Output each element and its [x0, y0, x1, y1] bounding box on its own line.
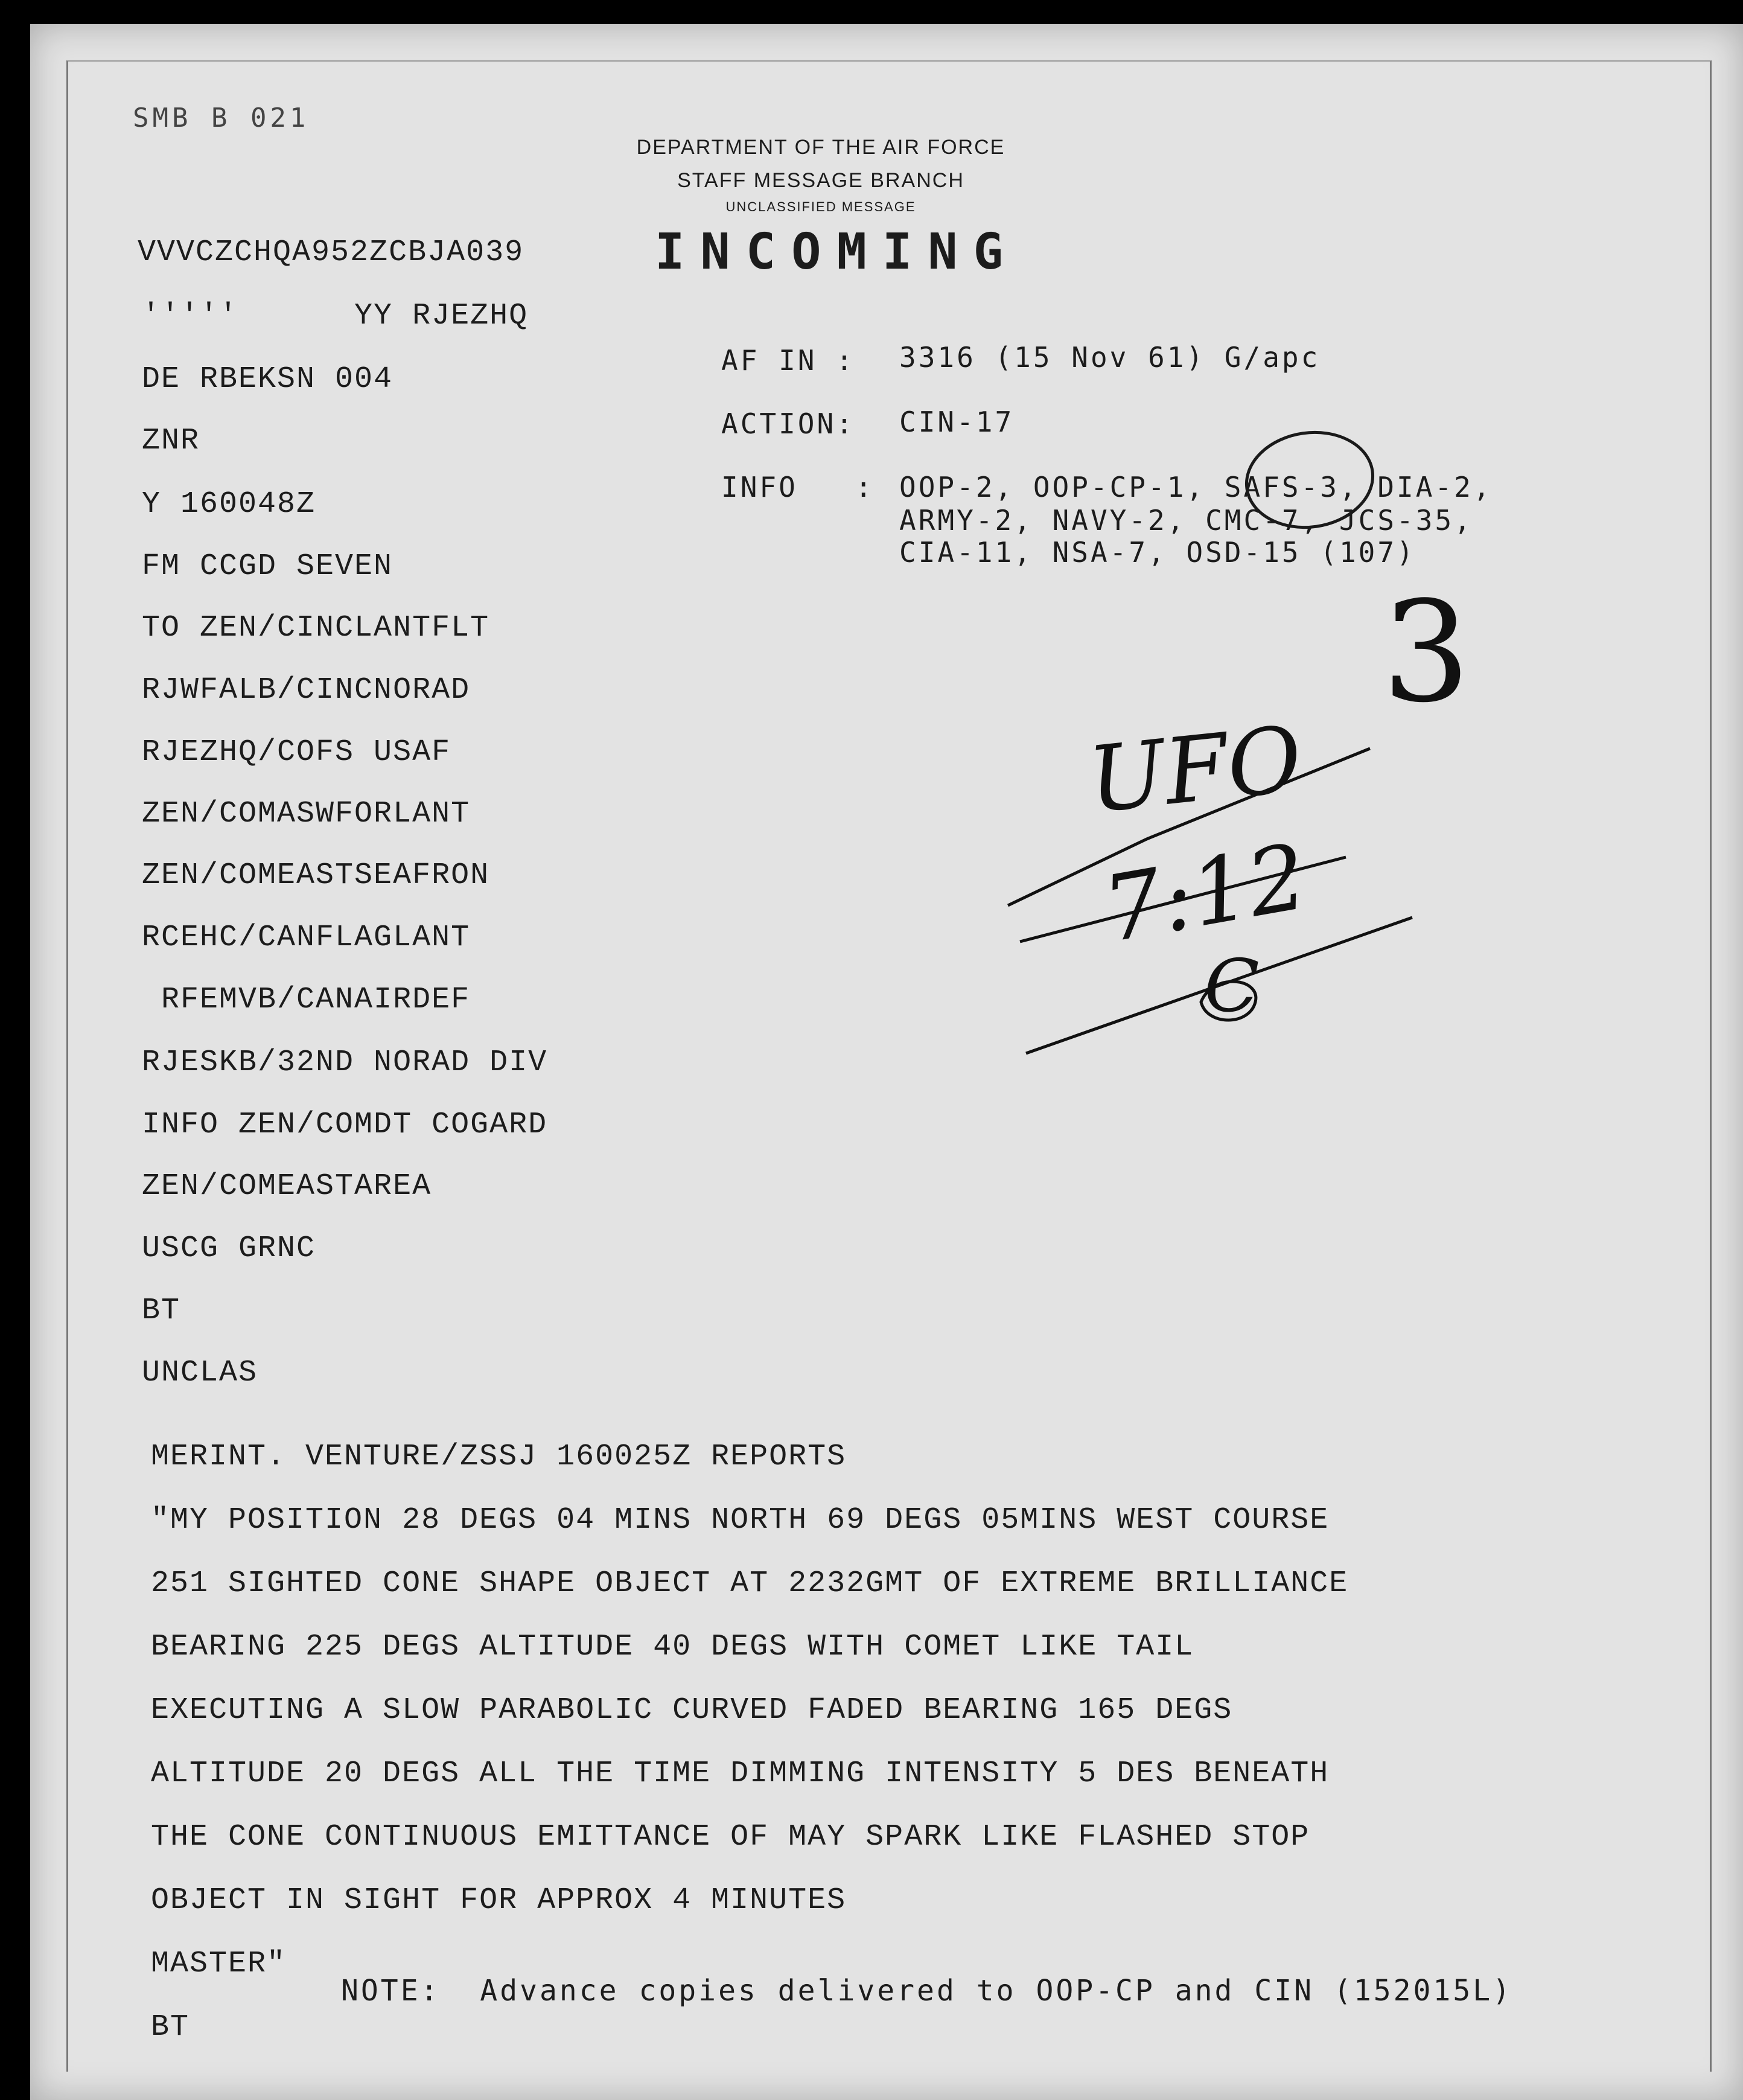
- routing-line: TO ZEN/CINCLANTFLT: [142, 611, 490, 645]
- message-line: OBJECT IN SIGHT FOR APPROX 4 MINUTES: [151, 1883, 847, 1918]
- routing-line: FM CCGD SEVEN: [142, 549, 394, 584]
- message-line: EXECUTING A SLOW PARABOLIC CURVED FADED BEARING 165 DEGS: [151, 1693, 1233, 1728]
- routing-line: RJWFALB/CINCNORAD: [142, 673, 471, 707]
- routing-line: ZEN/COMEASTSEAFRON: [142, 858, 490, 893]
- routing-line: ZNR: [142, 424, 200, 458]
- routing-line: USCG GRNC: [142, 1231, 316, 1266]
- message-line: MASTER": [151, 1947, 287, 1981]
- info-line: ARMY-2, NAVY-2, CMC-7, JCS-35,: [899, 504, 1473, 537]
- handwritten-initial: C: [1204, 945, 1260, 1029]
- routing-line: RCEHC/CANFLAGLANT: [142, 921, 471, 955]
- handwritten-ufo: UFO: [1083, 706, 1307, 834]
- routing-line: ''''' YY RJEZHQ: [142, 299, 529, 333]
- message-line: ALTITUDE 20 DEGS ALL THE TIME DIMMING INTENSITY 5 DES BENEATH: [151, 1757, 1330, 1791]
- message-line: THE CONE CONTINUOUS EMITTANCE OF MAY SPARK LIKE FLASHED STOP: [151, 1820, 1310, 1854]
- message-line: "MY POSITION 28 DEGS 04 MINS NORTH 69 DEGS 05MINS WEST COURSE: [151, 1503, 1330, 1537]
- info-line: CIA-11, NSA-7, OSD-15 (107): [899, 536, 1416, 569]
- af-in-label: AF IN :: [721, 344, 855, 377]
- handwritten-number: 3: [1382, 572, 1471, 733]
- routing-line: RJESKB/32ND NORAD DIV: [142, 1045, 548, 1080]
- message-line: BEARING 225 DEGS ALTITUDE 40 DEGS WITH COMET LIKE TAIL: [151, 1630, 1194, 1664]
- action-label: ACTION:: [721, 407, 855, 440]
- note-line: NOTE: Advance copies delivered to OOP-CP and CIN (152015L): [341, 1974, 1513, 2008]
- action-value: CIN-17: [899, 406, 1015, 438]
- af-in-value: 3316 (15 Nov 61) G/apc: [899, 341, 1321, 374]
- message-line: BT: [151, 2010, 190, 2044]
- top-mark: SMB B 021: [133, 103, 310, 133]
- routing-line: Y 160048Z: [142, 487, 316, 522]
- routing-line: DE RBEKSN 004: [142, 362, 394, 397]
- message-line: 251 SIGHTED CONE SHAPE OBJECT AT 2232GMT OF EXTREME BRILLIANCE: [151, 1566, 1349, 1601]
- routing-line: ZEN/COMASWFORLANT: [142, 797, 471, 831]
- classification-header: UNCLASSIFIED MESSAGE: [725, 199, 916, 214]
- routing-line: BT: [142, 1294, 181, 1328]
- routing-line: INFO ZEN/COMDT COGARD: [142, 1108, 548, 1142]
- routing-line: ZEN/COMEASTAREA: [142, 1169, 432, 1204]
- routing-line: RFEMVB/CANAIRDEF: [142, 983, 471, 1017]
- routing-line: VVVCZCHQA952ZCBJA039: [138, 235, 524, 270]
- info-line: OOP-2, OOP-CP-1, SAFS-3, DIA-2,: [899, 471, 1493, 503]
- incoming-title: INCOMING: [655, 223, 1019, 281]
- branch-header: STAFF MESSAGE BRANCH: [677, 169, 964, 192]
- routing-line: UNCLAS: [142, 1356, 258, 1390]
- info-label: INFO :: [721, 471, 875, 503]
- department-header: DEPARTMENT OF THE AIR FORCE: [636, 136, 1005, 159]
- handwritten-date: 7:12: [1096, 824, 1314, 963]
- message-line: MERINT. VENTURE/ZSSJ 160025Z REPORTS: [151, 1440, 847, 1474]
- routing-line: RJEZHQ/COFS USAF: [142, 735, 451, 770]
